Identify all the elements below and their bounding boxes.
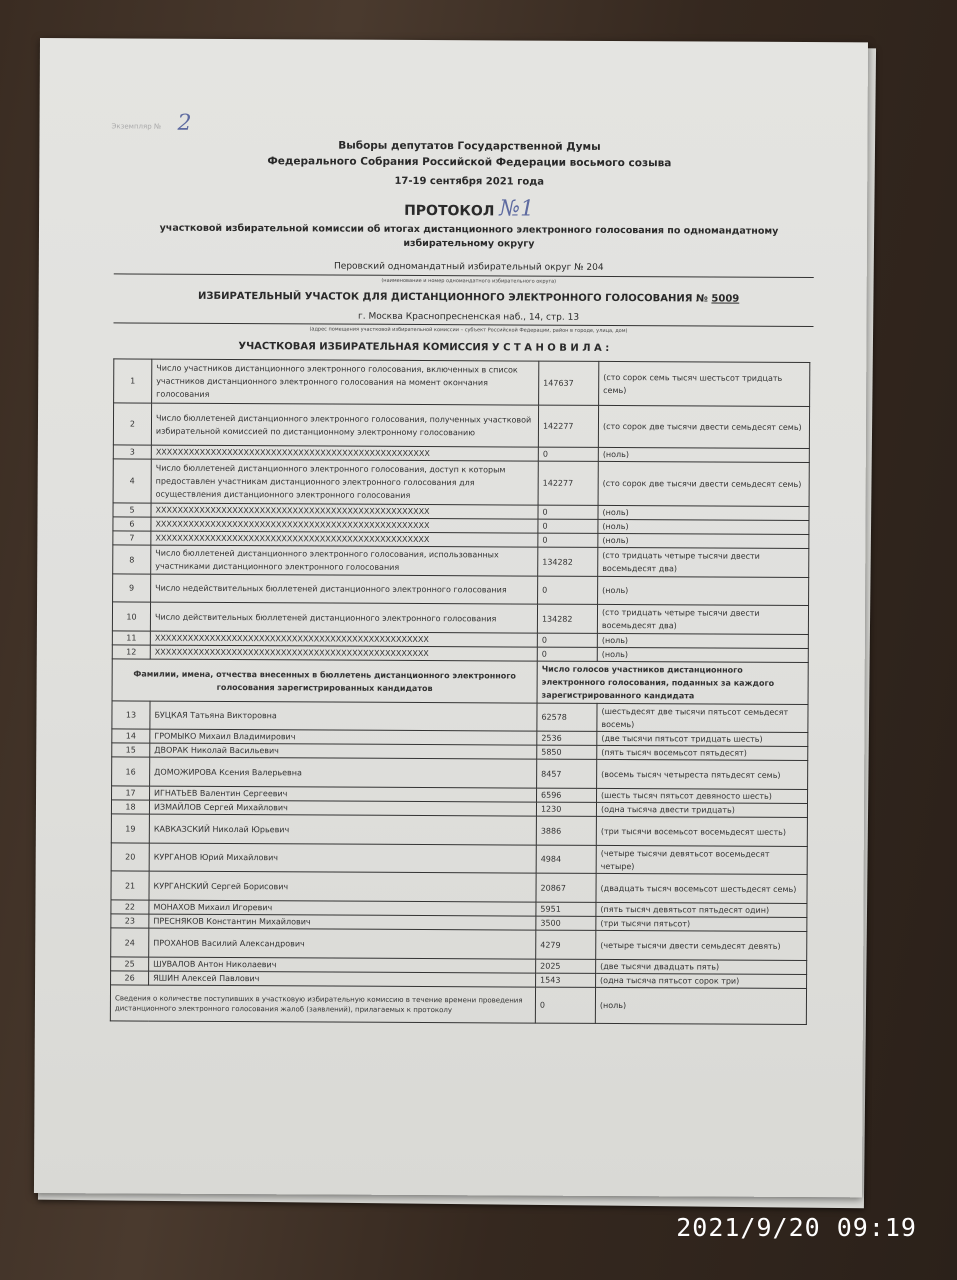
candidates-names-header: Фамилии, имена, отчества внесенных в бюллетень дистанционного электронного голосования зарегистрированных кандидатов [112, 659, 537, 703]
candidate-votes: 3500 [536, 916, 596, 930]
candidate-votes: 5850 [537, 745, 597, 759]
candidate-votes-words: (шесть тысяч пятьсот девяносто шесть) [597, 788, 808, 803]
row-number: 17 [112, 786, 150, 800]
district-caption: (наименование и номер одномандатного избирательного округа) [381, 277, 557, 285]
candidate-votes: 1230 [536, 802, 596, 816]
candidate-name: ШУВАЛОВ Антон Николаевич [149, 957, 536, 973]
title-line2: Федерального Собрания Российской Федерации восьмого созыва [267, 155, 672, 170]
candidate-votes-words: (три тысячи пятьсот) [596, 916, 807, 931]
row-number: 19 [111, 814, 149, 843]
candidate-votes: 62578 [537, 703, 597, 731]
table-row [113, 574, 809, 606]
row-number: 4 [113, 459, 151, 503]
complaints-row [110, 985, 806, 1025]
table-row [112, 602, 808, 635]
election-dates: 17-19 сентября 2021 года [394, 175, 545, 188]
candidate-name: ПРЕСНЯКОВ Константин Михайлович [149, 914, 536, 930]
row-number: 1 [114, 359, 152, 403]
row-description: Число недействительных бюллетеней дистанционного электронного голосования [151, 574, 538, 604]
copy-label: Экземпляр № [111, 122, 162, 131]
photo-timestamp: 2021/9/20 09:19 [676, 1213, 917, 1242]
complaints-value: 0 [535, 987, 595, 1023]
candidate-name: ИЗМАЙЛОВ Сергей Михайлович [149, 800, 536, 816]
row-description: XXXXXXXXXXXXXXXXXXXXXXXXXXXXXXXXXXXXXXXXXXXXXXXXXX [151, 503, 538, 519]
candidate-votes-words: (пять тысяч девятьсот пятьдесят один) [596, 902, 807, 917]
candidate-name: КУРГАНСКИЙ Сергей Борисович [149, 871, 536, 902]
row-number: 18 [111, 800, 149, 814]
table-row [113, 459, 809, 507]
row-description: XXXXXXXXXXXXXXXXXXXXXXXXXXXXXXXXXXXXXXXXXXXXXXXXXX [151, 445, 538, 461]
subtitle-line2: избирательному округу [403, 237, 535, 250]
protocol-number-handwritten: №1 [499, 196, 535, 222]
precinct-number: 5009 [711, 293, 740, 305]
candidate-row [111, 928, 807, 961]
row-value: 0 [538, 505, 598, 519]
row-description: XXXXXXXXXXXXXXXXXXXXXXXXXXXXXXXXXXXXXXXXXXXXXXXXXX [150, 645, 537, 661]
row-value: 0 [537, 633, 597, 647]
row-value: 0 [538, 447, 598, 461]
row-number: 8 [113, 545, 151, 574]
candidate-name: КУРГАНОВ Юрий Михайлович [149, 843, 536, 873]
row-number: 13 [112, 701, 150, 729]
protocol-label: ПРОТОКОЛ [404, 202, 495, 220]
candidate-name: КАВКАЗСКИЙ Николай Юрьевич [149, 814, 536, 845]
candidate-name: ДОМОЖИРОВА Ксения Валерьевна [150, 757, 537, 788]
row-description: XXXXXXXXXXXXXXXXXXXXXXXXXXXXXXXXXXXXXXXXXXXXXXXXXX [151, 531, 538, 547]
candidate-votes-words: (одна тысяча двести тридцать) [596, 802, 807, 817]
row-description: XXXXXXXXXXXXXXXXXXXXXXXXXXXXXXXXXXXXXXXXXXXXXXXXXX [150, 631, 537, 647]
row-value-words: (ноль) [598, 519, 809, 534]
candidate-votes-words: (восемь тысяч четыреста пятьдесят семь) [597, 759, 808, 789]
row-number: 24 [111, 928, 149, 957]
row-number: 15 [112, 743, 150, 757]
candidate-votes: 1543 [536, 973, 596, 987]
subtitle-line1: участковой избирательной комиссии об итогах дистанционного электронного голосования по одномандатному [159, 222, 779, 237]
row-value-words: (ноль) [598, 505, 809, 520]
candidate-row [111, 843, 807, 875]
candidate-votes: 8457 [537, 759, 597, 788]
row-number: 23 [111, 914, 149, 928]
row-number: 2 [113, 403, 151, 445]
candidate-votes: 5951 [536, 902, 596, 916]
row-description: Число бюллетеней дистанционного электронного голосования, доступ к которым предоставлен участникам дистанционного электронного голосования для осуществления дистанционного электронного голосования [151, 459, 538, 505]
candidates-header-row [112, 659, 808, 705]
candidate-row [111, 814, 807, 847]
row-number: 5 [113, 503, 151, 517]
candidate-votes: 2536 [537, 731, 597, 745]
table-row [113, 545, 809, 578]
candidate-votes-words: (двадцать тысяч восемьсот шестьдесят семь) [596, 873, 807, 903]
row-description: Число действительных бюллетеней дистанционного электронного голосования [150, 602, 537, 633]
row-description: Число участников дистанционного электронного голосования, включенных в список участников дистанционного электронного голосования на момент окончания голосования [152, 359, 539, 405]
row-number: 14 [112, 729, 150, 743]
candidate-row [112, 701, 808, 733]
row-value: 0 [538, 533, 598, 547]
candidate-row [111, 871, 807, 904]
row-value-words: (сто сорок две тысячи двести семьдесят семь) [598, 461, 809, 506]
candidate-name: ЯШИН Алексей Павлович [149, 971, 536, 987]
row-value: 147637 [539, 361, 599, 405]
row-number: 22 [111, 900, 149, 914]
results-table [110, 358, 810, 1025]
candidate-votes-words: (одна тысяча пятьсот сорок три) [596, 973, 807, 988]
row-value: 0 [537, 647, 597, 661]
candidate-votes-words: (две тысячи двадцать пять) [596, 959, 807, 974]
row-value-words: (ноль) [598, 533, 809, 548]
candidate-votes: 3886 [536, 816, 596, 845]
candidate-name: ДВОРАК Николай Васильевич [150, 743, 537, 759]
row-value: 0 [538, 519, 598, 533]
row-value: 134282 [537, 604, 597, 633]
established-heading: УЧАСТКОВАЯ ИЗБИРАТЕЛЬНАЯ КОМИССИЯ У С Т А Н О В И Л А : [238, 341, 610, 354]
row-value-words: (ноль) [597, 633, 808, 648]
precinct-heading [119, 290, 819, 305]
complaints-value-words: (ноль) [595, 987, 806, 1024]
district-name: Перовский одномандатный избирательный округ № 204 [334, 261, 604, 273]
copy-number-handwritten: 2 [177, 110, 192, 136]
candidate-row [112, 757, 808, 790]
row-value-words: (сто сорок две тысячи двести семьдесят семь) [598, 405, 809, 448]
complaints-description: Сведения о количестве поступивших в участковую избирательную комиссию в течение времени проведения дистанционного электронного голосования жалоб (заявлений), прилагаемых к протоколу [110, 985, 535, 1023]
row-number: 20 [111, 843, 149, 871]
candidate-votes-words: (две тысячи пятьсот тридцать шесть) [597, 731, 808, 746]
candidate-name: МОНАХОВ Михаил Игоревич [149, 900, 536, 916]
row-description: Число бюллетеней дистанционного электронного голосования, использованных участниками дистанционного электронного голосования [151, 545, 538, 576]
row-value: 142277 [538, 461, 598, 505]
row-value-words: (ноль) [597, 647, 808, 662]
row-number: 6 [113, 517, 151, 531]
candidate-name: ИГНАТЬЕВ Валентин Сергеевич [150, 786, 537, 802]
row-value-words: (сто тридцать четыре тысячи двести восемьдесят два) [597, 604, 808, 634]
row-description: XXXXXXXXXXXXXXXXXXXXXXXXXXXXXXXXXXXXXXXXXXXXXXXXXX [151, 517, 538, 533]
row-number: 9 [113, 574, 151, 602]
candidate-votes-words: (три тысячи восемьсот восемьдесят шесть) [596, 816, 807, 846]
row-value-words: (ноль) [598, 576, 809, 605]
row-number: 3 [113, 445, 151, 459]
row-number: 11 [112, 631, 150, 645]
candidate-votes: 20867 [536, 873, 596, 902]
row-number: 12 [112, 645, 150, 659]
row-description: Число бюллетеней дистанционного электронного голосования, полученных участковой избирательной комиссией по дистанционному электронному голосованию [151, 403, 538, 447]
candidate-votes: 6596 [537, 788, 597, 802]
address-caption: (адрес помещения участковой избирательной комиссии – субъект Российской Федерации, район в городе, улица, дом) [309, 326, 628, 335]
row-number: 10 [112, 602, 150, 631]
row-value: 0 [538, 576, 598, 604]
candidate-votes-words: (шестьдесят две тысячи пятьсот семьдесят восемь) [597, 703, 808, 732]
row-value: 134282 [538, 547, 598, 576]
candidate-name: БУЦКАЯ Татьяна Викторовна [150, 701, 537, 731]
row-value-words: (сто сорок семь тысяч шестьсот тридцать семь) [599, 361, 810, 406]
candidates-votes-header: Число голосов участников дистанционного электронного голосования, поданных за каждого зарегистрированного кандидата [537, 661, 808, 704]
precinct-address: г. Москва Краснопресненская наб., 14, стр. 13 [357, 311, 580, 323]
candidate-votes-words: (четыре тысячи двести семьдесят девять) [596, 930, 807, 960]
candidate-votes-words: (пять тысяч восемьсот пятьдесят) [597, 745, 808, 760]
row-value-words: (сто тридцать четыре тысячи двести восемьдесят два) [598, 547, 809, 577]
table-row [114, 359, 810, 407]
title-line1: Выборы депутатов Государственной Думы [338, 139, 601, 153]
candidate-votes: 4279 [536, 930, 596, 959]
candidate-name: ГРОМЫКО Михаил Владимирович [150, 729, 537, 745]
row-number: 25 [111, 957, 149, 971]
row-value: 142277 [538, 405, 598, 447]
row-number: 26 [111, 971, 149, 985]
protocol-sheet [34, 38, 868, 1197]
candidate-votes: 4984 [536, 845, 596, 873]
row-number: 7 [113, 531, 151, 545]
table-row [113, 403, 809, 449]
candidate-votes: 2025 [536, 959, 596, 973]
row-value-words: (ноль) [598, 447, 809, 462]
precinct-label: ИЗБИРАТЕЛЬНЫЙ УЧАСТОК ДЛЯ ДИСТАНЦИОННОГО ЭЛЕКТРОННОГО ГОЛОСОВАНИЯ № [197, 290, 708, 305]
candidate-votes-words: (четыре тысячи девятьсот восемьдесят четыре) [596, 845, 807, 874]
row-number: 21 [111, 871, 149, 900]
candidate-name: ПРОХАНОВ Василий Александрович [149, 928, 536, 959]
protocol-title [119, 194, 819, 223]
row-number: 16 [112, 757, 150, 786]
